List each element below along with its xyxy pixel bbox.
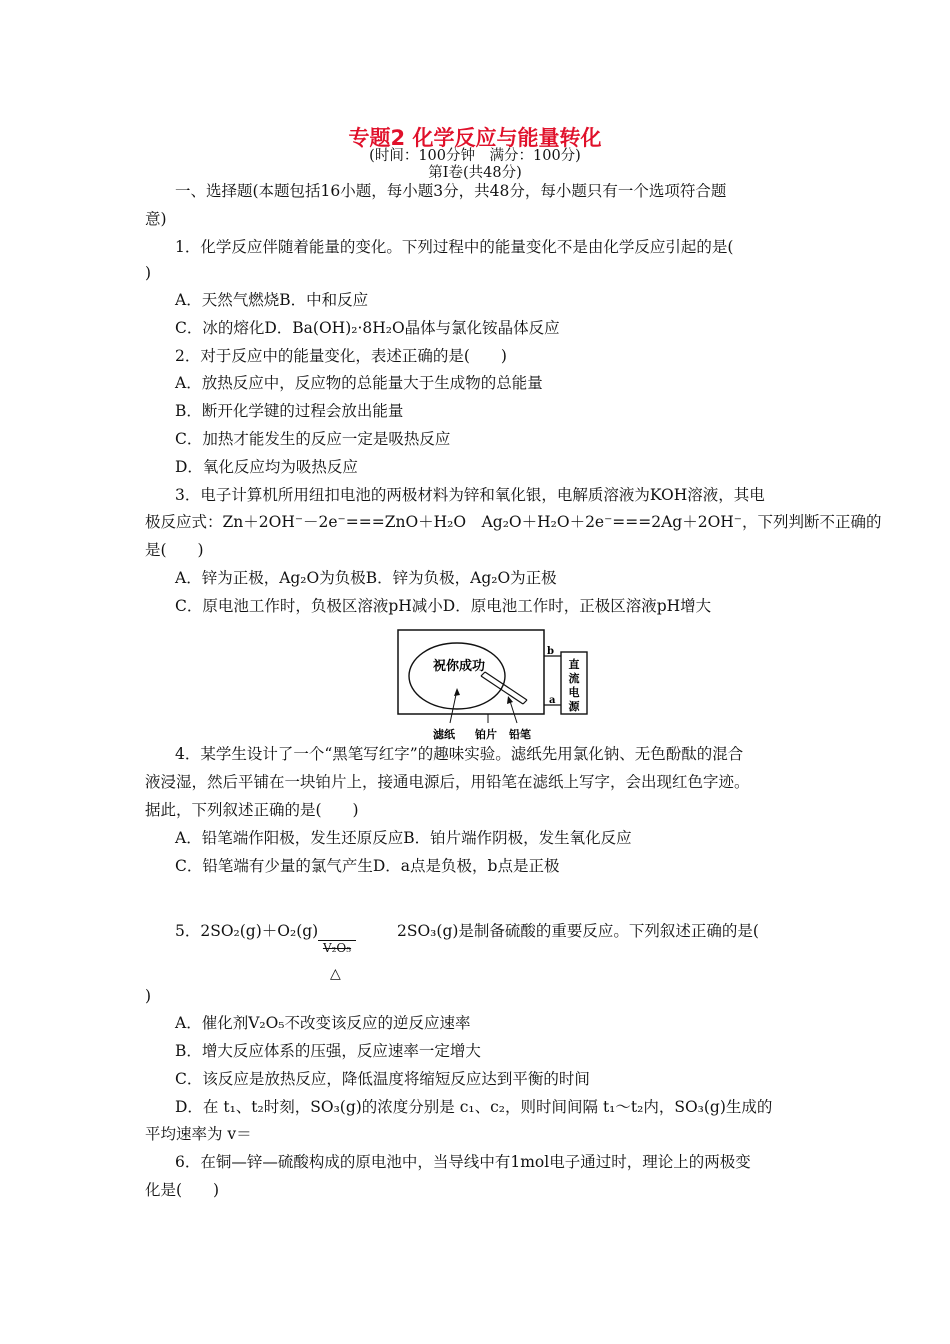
- q3-stem-line3: 是( ): [145, 541, 204, 559]
- electrolysis-diagram: [397, 628, 597, 747]
- power-char-2: 流: [568, 672, 580, 685]
- q1-options-ab: A．天然气燃烧B．中和反应: [175, 291, 369, 309]
- q2-stem: 2．对于反应中的能量变化，表述正确的是( ): [175, 347, 507, 365]
- q5-option-c: C．该反应是放热反应，降低温度将缩短反应达到平衡的时间: [175, 1070, 590, 1088]
- label-pencil: 铅笔: [509, 728, 531, 741]
- q5-stem-left: 5．2SO₂(g)＋O₂(g): [175, 922, 319, 940]
- q4-stem-line3: 据此，下列叙述正确的是( ): [145, 801, 359, 819]
- q4-options-ab: A．铅笔端作阳极，发生还原反应B．铂片端作阴极，发生氧化反应: [175, 829, 632, 847]
- q3-stem-line2: 极反应式：Zn＋2OH⁻－2e⁻===ZnO＋H₂O Ag₂O＋H₂O＋2e⁻===2Ag＋2OH⁻，下列判断不正确的: [145, 513, 882, 531]
- q2-option-c: C．加热才能发生的反应一定是吸热反应: [175, 430, 451, 448]
- q5-option-d-line1: D．在 t₁、t₂时刻，SO₃(g)的浓度分别是 c₁、c₂，则时间间隔 t₁～t₂内，SO₃(g)生成的: [175, 1098, 773, 1116]
- label-platinum: 铂片: [475, 728, 497, 741]
- power-char-1: 直: [568, 658, 580, 671]
- q2-option-d: D．氧化反应均为吸热反应: [175, 458, 358, 476]
- page-title: 专题2 化学反应与能量转化: [348, 126, 602, 150]
- q5-catalyst: V₂O₅: [318, 940, 356, 955]
- q4-stem-line2: 液浸湿，然后平铺在一块铂片上，接通电源后，用铅笔在滤纸上写字，会出现红色字迹。: [145, 773, 750, 791]
- q5-option-a: A．催化剂V₂O₅不改变该反应的逆反应速率: [175, 1014, 471, 1032]
- q6-stem-line2: 化是( ): [145, 1181, 220, 1199]
- label-filter-paper: 滤纸: [433, 728, 455, 741]
- pencil-line2: [485, 672, 527, 700]
- label-b: b: [547, 646, 554, 657]
- q5-stem-right: 2SO₃(g)是制备硫酸的重要反应。下列叙述正确的是(: [397, 922, 759, 940]
- time-score: (时间：100分钟 满分：100分): [369, 148, 581, 164]
- instructions-line1: 一、选择题(本题包括16小题，每小题3分，共48分，每小题只有一个选项符合题: [175, 182, 727, 200]
- q5-stem-close: ): [145, 987, 152, 1005]
- q4-stem-line1: 4．某学生设计了一个“黑笔写红字”的趣味实验。滤纸先用氯化钠、无色酚酞的混合: [175, 745, 744, 763]
- q5-option-b: B．增大反应体系的压强，反应速率一定增大: [175, 1042, 481, 1060]
- q5-heat-symbol: △: [330, 966, 341, 982]
- q1-stem-line1: 1．化学反应伴随着能量的变化。下列过程中的能量变化不是由化学反应引起的是(: [175, 238, 734, 256]
- q2-option-b: B．断开化学键的过程会放出能量: [175, 402, 404, 420]
- q2-option-a: A．放热反应中，反应物的总能量大于生成物的总能量: [175, 374, 543, 392]
- q1-options-cd: C．冰的熔化D．Ba(OH)₂·8H₂O晶体与氯化铵晶体反应: [175, 319, 560, 337]
- instructions-line2: 意): [145, 210, 167, 228]
- q1-stem-line2: ): [145, 264, 152, 282]
- oval-text: 祝你成功: [432, 659, 486, 674]
- diagram-svg: [397, 628, 597, 743]
- q4-options-cd: C．铅笔端有少量的氯气产生D．a点是负极，b点是正极: [175, 857, 560, 875]
- q3-options-ab: A．锌为正极，Ag₂O为负极B．锌为负极，Ag₂O为正极: [175, 569, 557, 587]
- section-heading: 第Ⅰ卷(共48分): [428, 165, 522, 181]
- q3-stem-line1: 3．电子计算机所用纽扣电池的两极材料为锌和氧化银，电解质溶液为KOH溶液，其电: [175, 486, 765, 504]
- pencil-line1: [481, 676, 523, 704]
- power-char-3: 电: [568, 686, 580, 699]
- power-char-4: 源: [568, 700, 580, 713]
- label-a: a: [549, 695, 556, 706]
- q6-stem-line1: 6．在铜—锌—硫酸构成的原电池中，当导线中有1mol电子通过时，理论上的两极变: [175, 1153, 751, 1171]
- q3-options-cd: C．原电池工作时，负极区溶液pH减小D．原电池工作时，正极区溶液pH增大: [175, 597, 712, 615]
- q5-option-d-line2: 平均速率为 v＝: [145, 1125, 252, 1143]
